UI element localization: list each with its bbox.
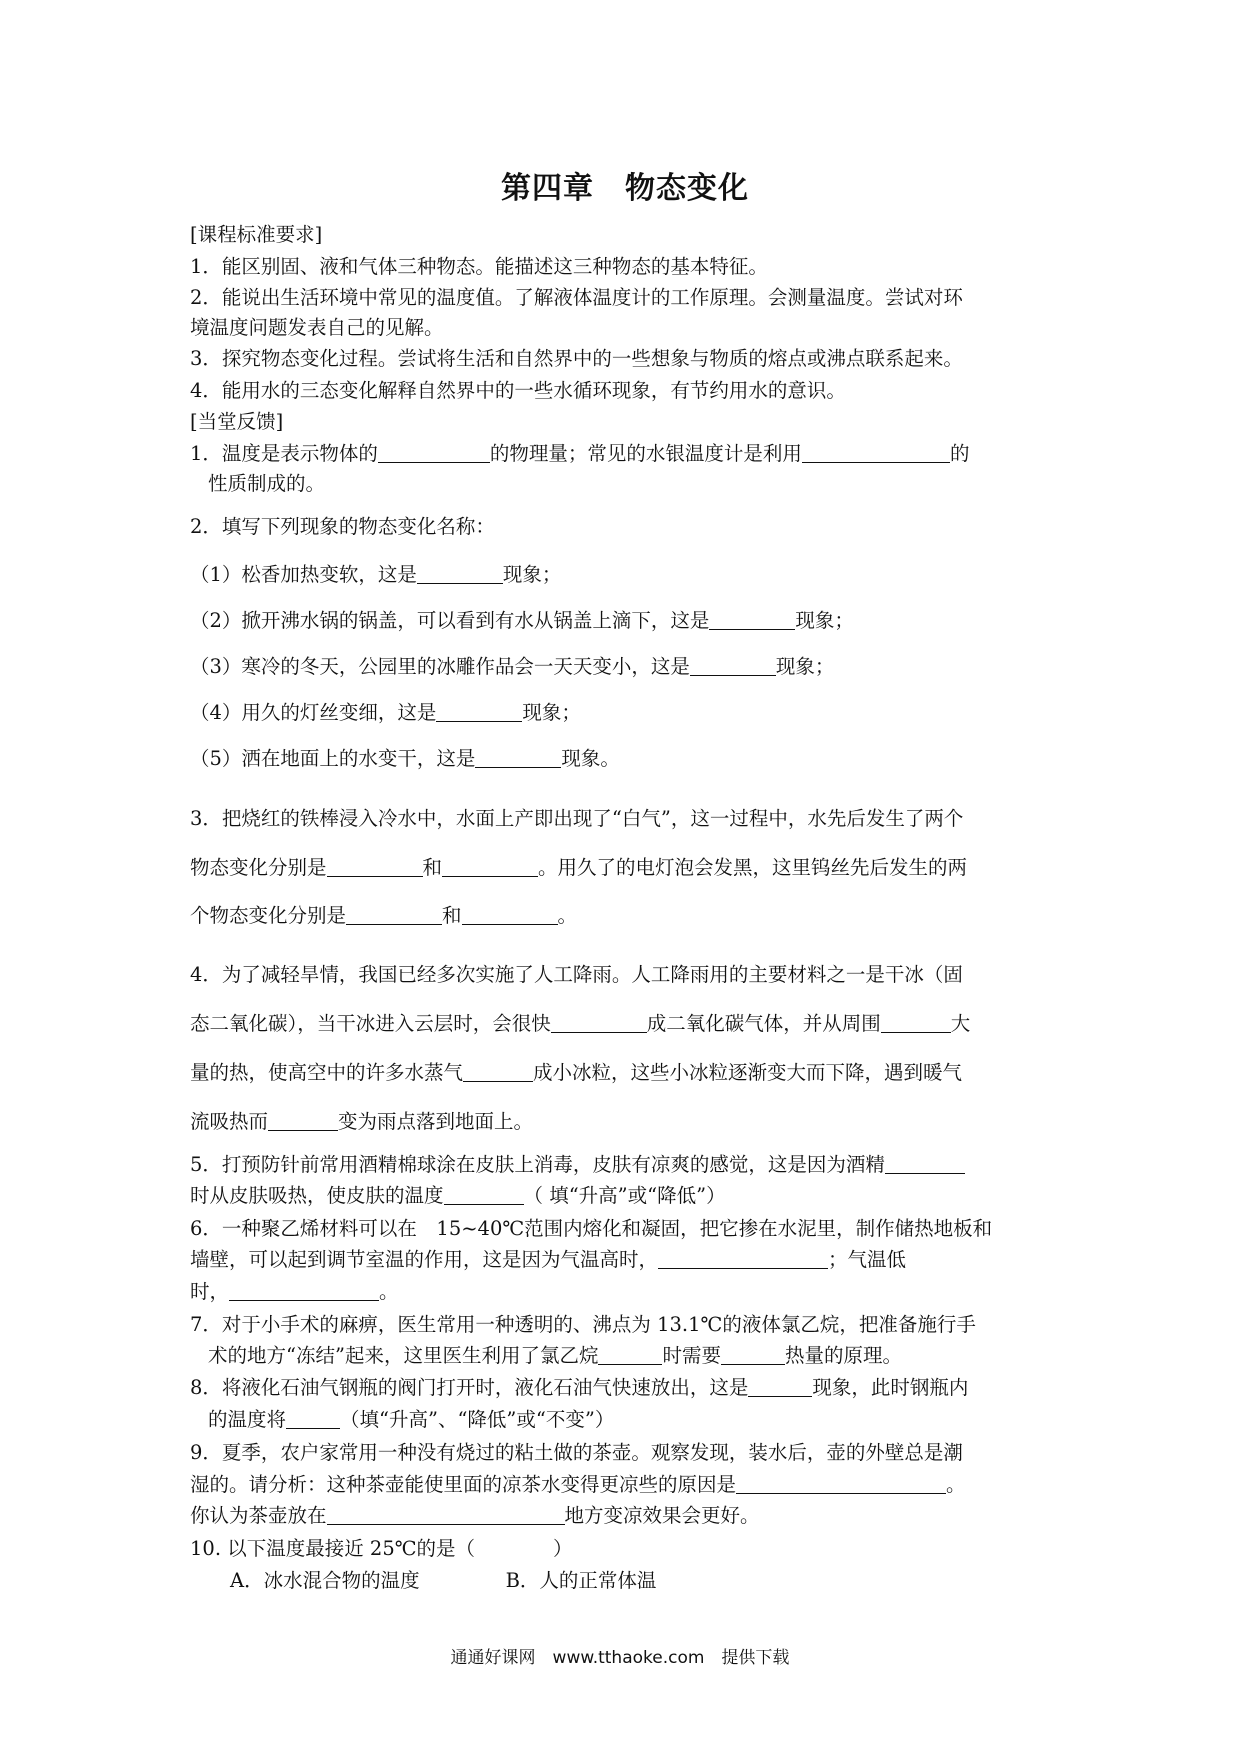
answer-blank[interactable] <box>463 1061 533 1082</box>
question-2-item: （3）寒冷的冬天，公园里的冰雕作品会一天天变小，这是 现象； <box>190 655 835 678</box>
standard-item: 境温度问题发表自己的见解。 <box>190 316 444 339</box>
question-6-cont: 时， 。 <box>190 1280 399 1303</box>
answer-blank[interactable] <box>327 856 423 877</box>
question-10: 10. 以下温度最接近 25℃的是（ ） <box>190 1537 573 1560</box>
question-8: 8．将液化石油气钢瓶的阀门打开时，液化石油气快速放出，这是 现象，此时钢瓶内 <box>190 1376 969 1399</box>
standard-item: 1．能区别固、液和气体三种物态。能描述这三种物态的基本特征。 <box>190 255 768 278</box>
answer-blank[interactable] <box>881 1012 951 1033</box>
answer-blank[interactable] <box>378 442 490 463</box>
question-5-cont: 时从皮肤吸热，使皮肤的温度 （ 填“升高”或“降低”） <box>190 1184 726 1207</box>
answer-blank[interactable] <box>551 1012 647 1033</box>
answer-blank[interactable] <box>475 747 561 768</box>
question-9-cont: 你认为茶壶放在 地方变凉效果会更好。 <box>190 1504 760 1527</box>
worksheet-page <box>190 0 1060 1754</box>
question-4-cont: 流吸热而 变为雨点落到地面上。 <box>190 1110 534 1133</box>
answer-blank[interactable] <box>885 1153 965 1174</box>
question-1: 1．温度是表示物体的 的物理量；常见的水银温度计是利用 的 <box>190 442 970 465</box>
feedback-heading: [当堂反馈] <box>190 410 284 433</box>
question-4-cont: 态二氧化碳），当干冰进入云层时，会很快 成二氧化碳气体，并从周围 大 <box>190 1012 971 1035</box>
question-3: 3．把烧红的铁棒浸入冷水中，水面上产即出现了“白气”，这一过程中，水先后发生了两个 <box>190 807 964 830</box>
answer-blank[interactable] <box>598 1344 662 1365</box>
answer-blank[interactable] <box>444 1184 524 1205</box>
question-4-cont: 量的热，使高空中的许多水蒸气 成小冰粒，这些小冰粒逐渐变大而下降，遇到暖气 <box>190 1061 963 1084</box>
answer-blank[interactable] <box>286 1408 340 1429</box>
answer-blank[interactable] <box>229 1280 379 1301</box>
question-4: 4．为了减轻旱情，我国已经多次实施了人工降雨。人工降雨用的主要材料之一是干冰（固 <box>190 963 963 986</box>
standard-item: 2．能说出生活环境中常见的温度值。了解液体温度计的工作原理。会测量温度。尝试对环 <box>190 286 963 309</box>
answer-blank[interactable] <box>436 701 522 722</box>
question-2-item: （1）松香加热变软，这是 现象； <box>190 563 562 586</box>
question-9-cont: 湿的。请分析：这种茶壶能使里面的凉茶水变得更凉些的原因是 。 <box>190 1473 966 1496</box>
standards-heading: [课程标准要求] <box>190 223 323 246</box>
question-2: 2．填写下列现象的物态变化名称： <box>190 515 495 538</box>
question-2-item: （4）用久的灯丝变细，这是 现象； <box>190 701 581 724</box>
answer-blank[interactable] <box>658 1248 828 1269</box>
question-1-cont: 性质制成的。 <box>208 472 326 495</box>
answer-blank[interactable] <box>736 1473 946 1494</box>
question-2-item: （2）掀开沸水锅的锅盖，可以看到有水从锅盖上滴下，这是 现象； <box>190 609 854 632</box>
question-9: 9．夏季，农户家常用一种没有烧过的粘土做的茶壶。观察发现，装水后，壶的外壁总是潮 <box>190 1441 963 1464</box>
question-7: 7．对于小手术的麻痹，医生常用一种透明的、沸点为 13.1℃的液体氯乙烷，把准备施行手 <box>190 1313 976 1336</box>
option-b[interactable]: B．人的正常体温 <box>505 1569 657 1592</box>
answer-blank[interactable] <box>462 904 558 925</box>
question-5: 5．打预防针前常用酒精棉球涂在皮肤上消毒，皮肤有凉爽的感觉，这是因为酒精 <box>190 1152 965 1178</box>
standard-item: 3．探究物态变化过程。尝试将生活和自然界中的一些想象与物质的熔点或沸点联系起来。 <box>190 347 963 370</box>
question-7-cont: 术的地方“冻结”起来，这里医生利用了氯乙烷 时需要 热量的原理。 <box>208 1344 902 1367</box>
answer-blank[interactable] <box>748 1376 812 1397</box>
option-a[interactable]: A．冰水混合物的温度 <box>230 1569 420 1592</box>
answer-blank[interactable] <box>709 609 795 630</box>
question-2-item: （5）洒在地面上的水变干，这是 现象。 <box>190 747 620 770</box>
question-6: 6．一种聚乙烯材料可以在 15~40℃范围内熔化和凝固，把它掺在水泥里，制作储热地板和 <box>190 1217 993 1240</box>
question-6-cont: 墙壁，可以起到调节室温的作用，这是因为气温高时， ；气温低 <box>190 1248 907 1271</box>
answer-blank[interactable] <box>346 904 442 925</box>
question-10-options <box>230 1568 656 1594</box>
answer-blank[interactable] <box>442 856 538 877</box>
page-footer: 通通好课网 www.tthaoke.com 提供下载 <box>450 1648 790 1668</box>
answer-blank[interactable] <box>721 1344 785 1365</box>
question-3-cont: 个物态变化分别是 和 。 <box>190 904 578 927</box>
question-8-cont: 的温度将 （填“升高”、“降低”或“不变”） <box>208 1408 615 1431</box>
answer-blank[interactable] <box>327 1504 565 1525</box>
answer-blank[interactable] <box>417 563 503 584</box>
standard-item: 4．能用水的三态变化解释自然界中的一些水循环现象，有节约用水的意识。 <box>190 379 846 402</box>
answer-blank[interactable] <box>802 442 950 463</box>
answer-blank[interactable] <box>268 1110 338 1131</box>
page-title: 第四章 物态变化 <box>501 171 749 206</box>
question-3-cont: 物态变化分别是 和 。用久了的电灯泡会发黑，这里钨丝先后发生的两 <box>190 856 968 879</box>
answer-blank[interactable] <box>690 655 776 676</box>
